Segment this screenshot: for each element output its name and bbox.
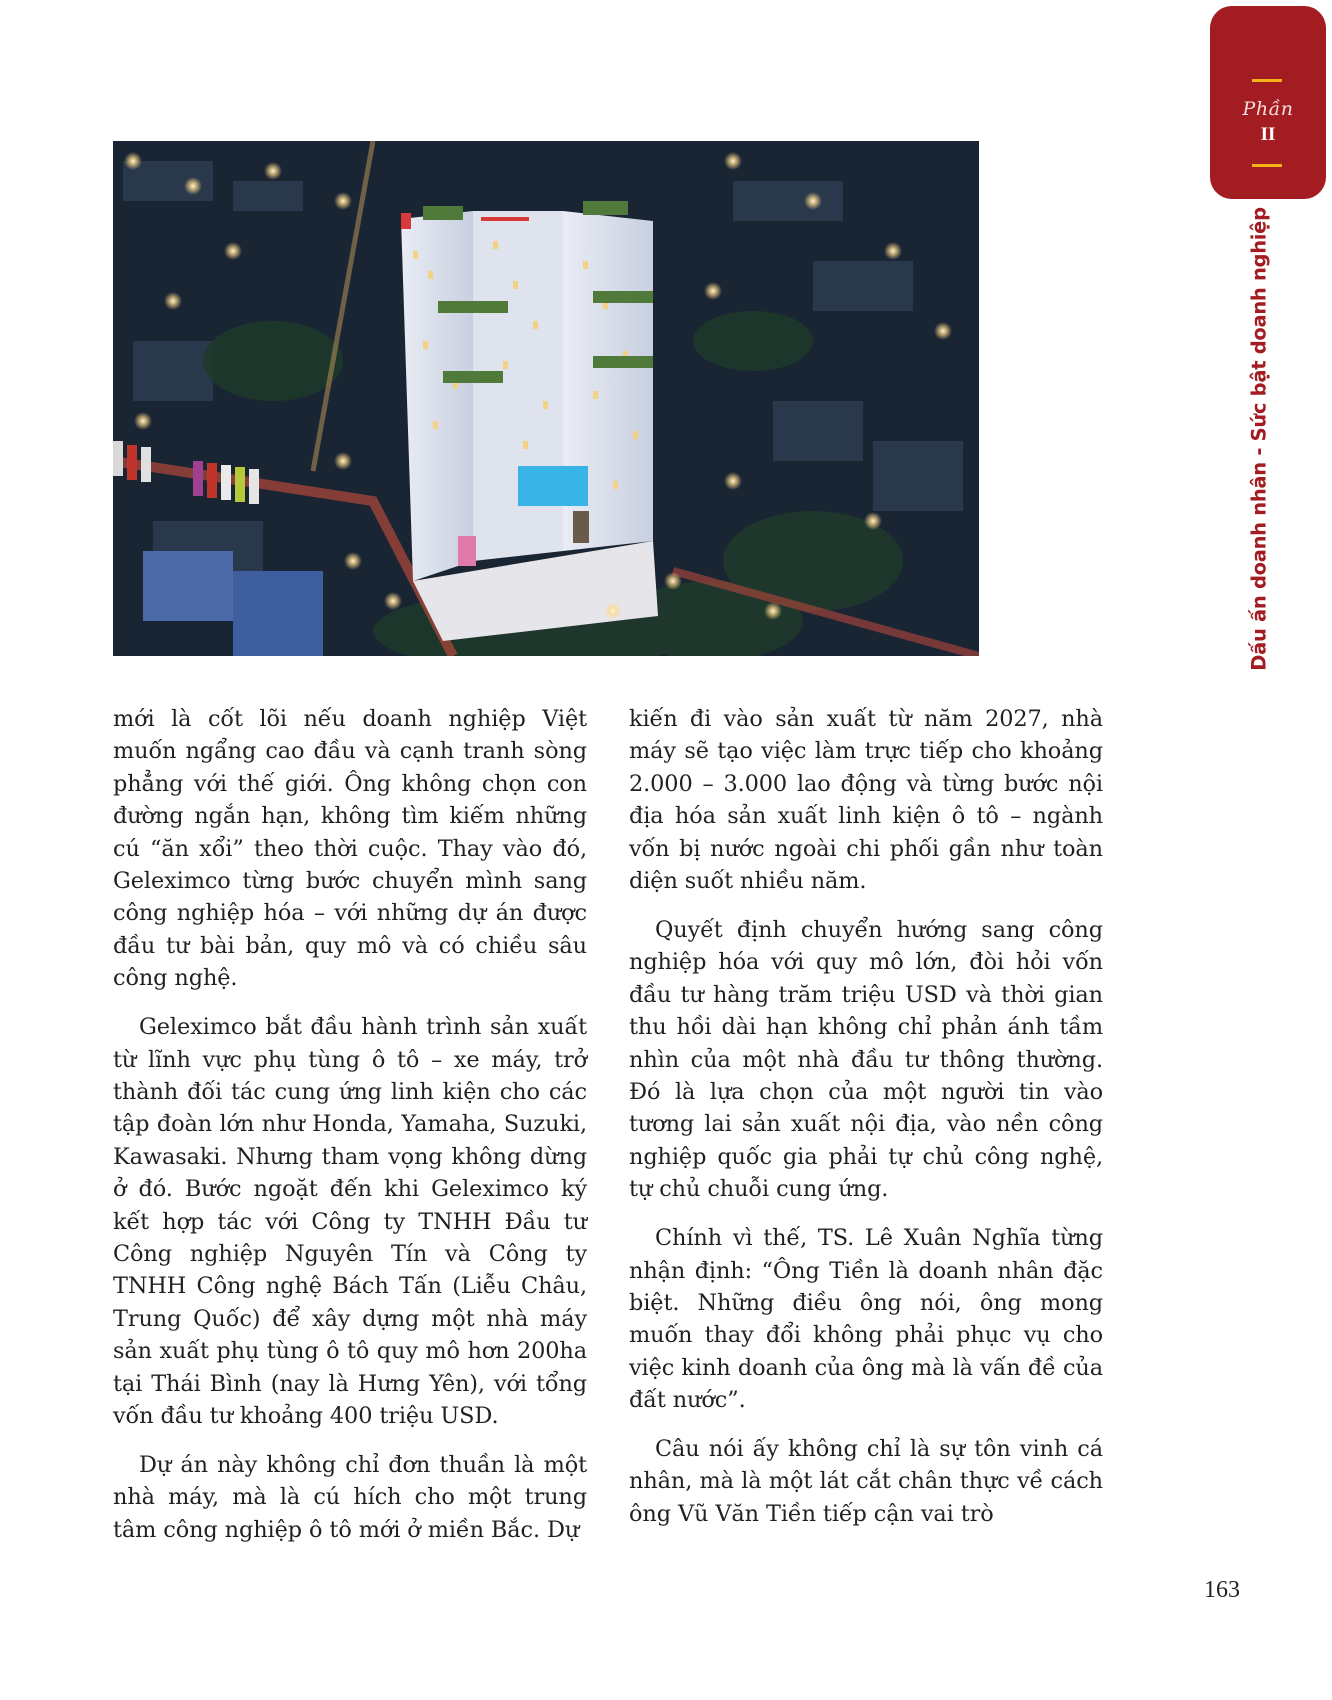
paragraph: Geleximco bắt đầu hành trình sản xuất từ lĩnh vực phụ tùng ô tô – xe máy, trở thành đối tác cung ứng linh kiện cho các tập đoàn lớn như Honda, Yamaha, Suzuki, Kawasaki. Nhưng tham vọng không dừng ở đó. Bước ngoặt đến khi Geleximco ký kết hợp tác với Công ty TNHH Đầu tư Công nghiệp Nguyên Tín và Công ty TNHH Công nghệ Bách Tấn (Liễu Châu, Trung Quốc) để xây dựng một nhà máy sản xuất phụ tùng ô tô quy mô hơn 200ha tại Thái Bình (nay là Hưng Yên), với tổng vốn đầu tư khoảng 400 triệu USD. <box>113 1014 587 1430</box>
paragraph: Câu nói ấy không chỉ là sự tôn vinh cá nhân, mà là một lát cắt chân thực về cách ông Vũ Văn Tiền tiếp cận vai trò <box>629 1436 1103 1527</box>
page-number: 163 <box>1204 1577 1240 1603</box>
running-header <box>1246 207 1272 671</box>
paragraph: Dự án này không chỉ đơn thuần là một nhà máy, mà là cú hích cho một trung tâm công nghiệp ô tô mới ở miền Bắc. Dự <box>113 1451 587 1543</box>
building-photo <box>113 141 979 656</box>
paragraph: kiến đi vào sản xuất từ năm 2027, nhà máy sẽ tạo việc làm trực tiếp cho khoảng 2.000 – 3.000 lao động và từng bước nội địa hóa sản xuất linh kiện ô tô – ngành vốn bị nước ngoài chi phối gần như toàn diện suốt nhiều năm. <box>629 706 1103 895</box>
section-number: II <box>1260 124 1276 145</box>
left-text-column <box>113 703 587 1563</box>
paragraph: Chính vì thế, TS. Lê Xuân Nghĩa từng nhận định: “Ông Tiền là doanh nhân đặc biệt. Những điều ông nói, ông mong muốn thay đổi không phải phục vụ cho việc kinh doanh của ông mà là vấn đề của đất nước”. <box>629 1225 1103 1414</box>
paragraph: Quyết định chuyển hướng sang công nghiệp hóa với quy mô lớn, đòi hỏi vốn đầu tư hàng trăm triệu USD và thời gian thu hồi dài hạn không chỉ phản ánh tầm nhìn của một nhà đầu tư thông thường. Đó là lựa chọn của một người tin vào tương lai sản xuất nội địa, vào nền công nghiệp quốc gia phải tự chủ công nghệ, tự chủ chuỗi cung ứng. <box>629 916 1103 1203</box>
right-text-column <box>629 703 1103 1547</box>
tower-illustration <box>113 141 979 656</box>
section-label: Phần <box>1242 98 1294 120</box>
accent-line-icon <box>1252 79 1282 82</box>
paragraph: mới là cốt lõi nếu doanh nghiệp Việt muốn ngẩng cao đầu và cạnh tranh sòng phẳng với thế giới. Ông không chọn con đường ngắn hạn, không tìm kiếm những cú “ăn xổi” theo thời cuộc. Thay vào đó, Geleximco từng bước chuyển mình sang công nghiệp hóa – với những dự án được đầu tư bài bản, quy mô và có chiều sâu công nghệ. <box>113 706 587 992</box>
running-header-text: Dấu ấn doanh nhân - Sức bật doanh nghiệp <box>1247 207 1271 671</box>
section-tab <box>1210 6 1326 199</box>
accent-line-icon <box>1252 164 1282 167</box>
